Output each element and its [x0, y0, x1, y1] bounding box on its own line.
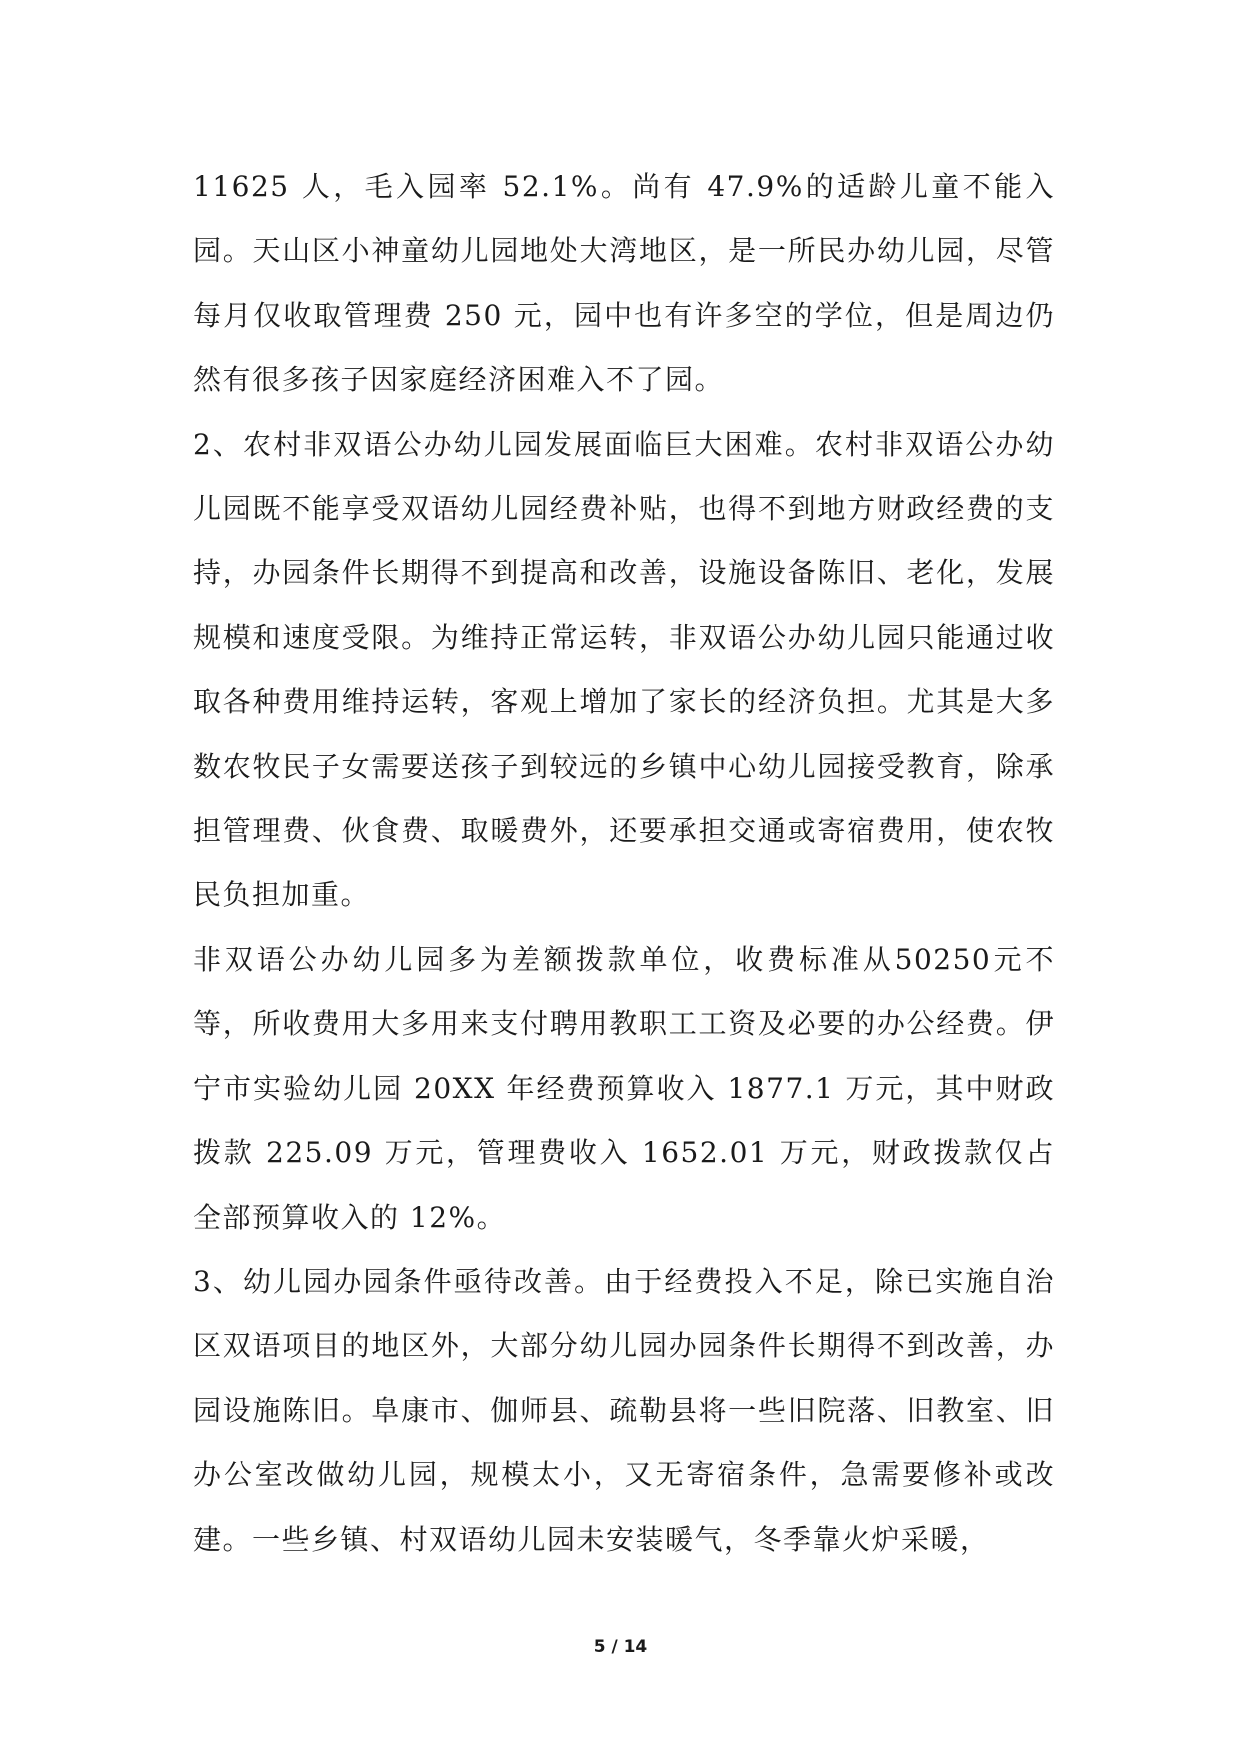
document-body — [193, 155, 1055, 1572]
paragraph-3: 非双语公办幼儿园多为差额拨款单位，收费标准从50250元不等，所收费用大多用来支付聘用教职工工资及必要的办公经费。伊宁市实验幼儿园 20XX 年经费预算收入 1877.1 万元，其中财政拨款 225.09 万元，管理费收入 1652.01 万元，财政拨款仅占全部预算收入的 12%。 — [193, 942, 1055, 1234]
paragraph-4: 3、幼儿园办园条件亟待改善。由于经费投入不足，除已实施自治区双语项目的地区外，大部分幼儿园办园条件长期得不到改善，办园设施陈旧。阜康市、伽师县、疏勒县将一些旧院落、旧教室、旧办公室改做幼儿园，规模太小，又无寄宿条件，急需要修补或改建。一些乡镇、村双语幼儿园未安装暖气，冬季靠火炉采暖， — [193, 1264, 1055, 1556]
page-number: 5 / 14 — [593, 1637, 648, 1657]
paragraph-2: 2、农村非双语公办幼儿园发展面临巨大困难。农村非双语公办幼儿园既不能享受双语幼儿园经费补贴，也得不到地方财政经费的支持，办园条件长期得不到提高和改善，设施设备陈旧、老化，发展规模和速度受限。为维持正常运转，非双语公办幼儿园只能通过收取各种费用维持运转，客观上增加了家长的经济负担。尤其是大多数农牧民子女需要送孩子到较远的乡镇中心幼儿园接受教育，除承担管理费、伙食费、取暖费外，还要承担交通或寄宿费用，使农牧民负担加重。 — [193, 427, 1055, 912]
paragraph-1: 11625 人，毛入园率 52.1%。尚有 47.9%的适龄儿童不能入园。天山区小神童幼儿园地处大湾地区，是一所民办幼儿园，尽管每月仅收取管理费 250 元，园中也有许多空的学位，但是周边仍然有很多孩子因家庭经济困难入不了园。 — [193, 170, 1055, 397]
